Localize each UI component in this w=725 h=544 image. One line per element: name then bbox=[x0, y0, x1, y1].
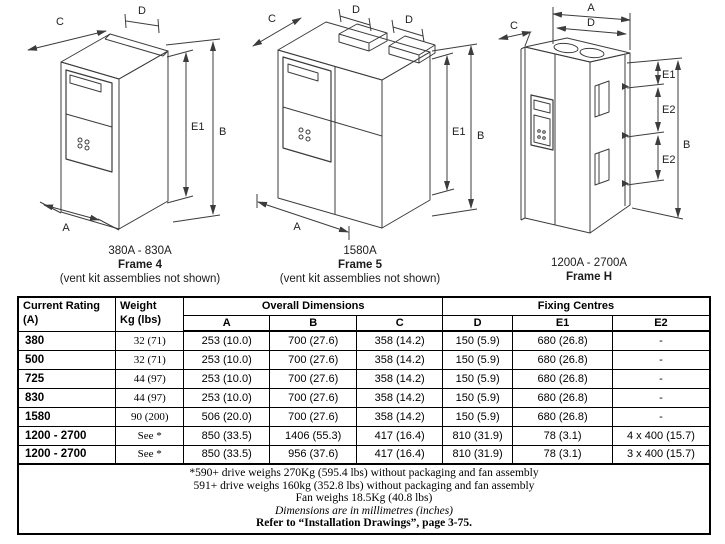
frameH-caption bbox=[479, 256, 699, 284]
dim-line-C bbox=[253, 18, 301, 46]
header-weight bbox=[116, 297, 184, 331]
cabinet-front-face bbox=[525, 47, 590, 233]
header-weight-line2: Kg (lbs) bbox=[120, 314, 161, 326]
keypad-button bbox=[78, 144, 82, 148]
dim-e2-cell: - bbox=[612, 369, 710, 388]
dim-a-cell: 253 (10.0) bbox=[184, 388, 269, 407]
dim-a-cell: 253 (10.0) bbox=[184, 350, 269, 369]
weight-cell: See * bbox=[116, 445, 184, 464]
dim-a-cell: 850 (33.5) bbox=[184, 426, 269, 445]
dim-line-C bbox=[28, 31, 106, 50]
table-row bbox=[18, 426, 710, 445]
display-slot bbox=[70, 75, 101, 92]
rating-cell: 1580 bbox=[18, 407, 116, 426]
table-row bbox=[18, 388, 710, 407]
header-col-A: A bbox=[184, 315, 269, 331]
dim-label-A: A bbox=[293, 221, 301, 233]
keypad-button bbox=[85, 140, 89, 144]
dim-c-cell: 358 (14.2) bbox=[357, 407, 442, 426]
dim-label-C: C bbox=[268, 13, 276, 25]
frame4-note-label: (vent kit assemblies not shown) bbox=[59, 273, 221, 285]
dim-b-cell: 700 (27.6) bbox=[269, 331, 357, 350]
dim-line-C bbox=[499, 32, 531, 39]
dimensions-table bbox=[17, 296, 711, 535]
keypad-button bbox=[299, 135, 303, 139]
dim-line-D bbox=[126, 21, 159, 26]
frame5-range-label: 1580A bbox=[343, 245, 377, 257]
footnote-line-2: 591+ drive weighs 160kg (352.8 lbs) without packaging and fan assembly bbox=[193, 479, 535, 492]
dim-label-A: A bbox=[587, 2, 595, 14]
dim-label-C: C bbox=[56, 16, 64, 28]
ext-lines-right bbox=[627, 58, 683, 219]
footnote-row bbox=[18, 464, 710, 534]
frameH-drawing bbox=[495, 0, 725, 250]
weight-cell: 32 (71) bbox=[116, 331, 184, 350]
dim-e1-cell: 680 (26.8) bbox=[513, 407, 613, 426]
keypad-button bbox=[306, 137, 310, 141]
dim-c-cell: 358 (14.2) bbox=[357, 369, 442, 388]
frame5-dimensions bbox=[253, 9, 477, 240]
header-overall-dimensions: Overall Dimensions bbox=[184, 297, 442, 315]
dim-b-cell: 1406 (55.3) bbox=[269, 426, 357, 445]
dim-d-cell: 150 (5.9) bbox=[442, 350, 512, 369]
table-row bbox=[18, 445, 710, 464]
dim-a-cell: 506 (20.0) bbox=[184, 407, 269, 426]
fan-hole bbox=[554, 42, 579, 53]
frameH-range-label: 1200A - 2700A bbox=[550, 257, 628, 269]
header-col-E1: E1 bbox=[513, 315, 613, 331]
dim-b-cell: 700 (27.6) bbox=[269, 407, 357, 426]
dim-e1-cell: 78 (3.1) bbox=[513, 445, 613, 464]
frame5-caption bbox=[250, 244, 470, 286]
frame5-drawing bbox=[243, 2, 491, 248]
dim-c-cell: 358 (14.2) bbox=[357, 331, 442, 350]
dim-label-E2-lower: E2 bbox=[662, 154, 676, 166]
door-seam bbox=[283, 107, 331, 121]
header-current-rating-line1: Current Rating bbox=[23, 300, 100, 312]
weight-cell: 90 (200) bbox=[116, 407, 184, 426]
dim-e1-cell: 680 (26.8) bbox=[513, 388, 613, 407]
dim-e1-cell: 680 (26.8) bbox=[513, 350, 613, 369]
weight-cell: 44 (97) bbox=[116, 369, 184, 388]
frame5-name-label: Frame 5 bbox=[337, 259, 383, 271]
footnote-cell bbox=[18, 464, 710, 534]
ext-lines-E1 bbox=[167, 50, 193, 203]
rating-cell: 1200 - 2700 bbox=[18, 426, 116, 445]
dim-label-B: B bbox=[683, 139, 691, 151]
dim-label-B: B bbox=[219, 126, 227, 138]
dim-e2-cell: 3 x 400 (15.7) bbox=[612, 445, 710, 464]
display-slot bbox=[288, 64, 318, 81]
vent-box-2 bbox=[389, 36, 435, 63]
frame4-cabinet bbox=[61, 34, 168, 229]
frame4-caption bbox=[30, 244, 250, 286]
keypad-button bbox=[538, 130, 541, 133]
dim-e2-cell: - bbox=[612, 388, 710, 407]
frame4-range-label: 380A - 830A bbox=[108, 245, 172, 257]
dim-d-cell: 150 (5.9) bbox=[442, 331, 512, 350]
frame5-note-label: (vent kit assemblies not shown) bbox=[279, 273, 441, 285]
frameH-dimensions bbox=[499, 7, 683, 219]
dim-c-cell: 358 (14.2) bbox=[357, 388, 442, 407]
table-row bbox=[18, 350, 710, 369]
cabinet-front-face bbox=[61, 62, 119, 229]
dim-line-D1 bbox=[340, 16, 370, 25]
header-current-rating-line2: (A) bbox=[23, 314, 39, 326]
weight-cell: 44 (97) bbox=[116, 388, 184, 407]
dimensions-table-wrap bbox=[17, 296, 711, 535]
header-current-rating bbox=[18, 297, 116, 331]
dim-e1-cell: 680 (26.8) bbox=[513, 369, 613, 388]
left-side-edge bbox=[521, 47, 525, 220]
keypad-button bbox=[543, 137, 546, 140]
door-seam bbox=[66, 114, 112, 127]
header-col-E2: E2 bbox=[612, 315, 710, 331]
keypad-button bbox=[538, 136, 541, 139]
fan-hole bbox=[580, 47, 605, 58]
frameH-name-label: Frame H bbox=[565, 271, 613, 283]
keypad-button bbox=[85, 146, 89, 150]
table-row bbox=[18, 407, 710, 426]
header-fixing-centres: Fixing Centres bbox=[442, 297, 710, 315]
keypad-button bbox=[543, 131, 546, 134]
dim-label-A: A bbox=[62, 222, 70, 234]
dim-b-cell: 956 (37.6) bbox=[269, 445, 357, 464]
dim-e2-cell: 4 x 400 (15.7) bbox=[612, 426, 710, 445]
dim-label-E2-upper: E2 bbox=[662, 104, 676, 116]
dim-b-cell: 700 (27.6) bbox=[269, 388, 357, 407]
cabinet-right-face bbox=[590, 53, 630, 233]
dim-label-D: D bbox=[138, 5, 146, 17]
handle-lower bbox=[595, 149, 609, 185]
dim-e2-cell: - bbox=[612, 407, 710, 426]
footnote-line-1: *590+ drive weighs 270Kg (595.4 lbs) without packaging and fan assembly bbox=[189, 467, 539, 479]
dim-label-B: B bbox=[477, 130, 485, 142]
dim-line-A bbox=[44, 205, 99, 220]
rating-cell: 830 bbox=[18, 388, 116, 407]
header-row-groups bbox=[18, 297, 710, 315]
rating-cell: 725 bbox=[18, 369, 116, 388]
weight-cell: 32 (71) bbox=[116, 350, 184, 369]
header-col-B: B bbox=[269, 315, 357, 331]
rating-cell: 1200 - 2700 bbox=[18, 445, 116, 464]
dim-label-E1: E1 bbox=[452, 126, 466, 138]
header-weight-line1: Weight bbox=[120, 300, 157, 312]
ext-line-C bbox=[525, 33, 530, 46]
frame4-name-label: Frame 4 bbox=[117, 259, 163, 271]
dim-c-cell: 417 (16.4) bbox=[357, 426, 442, 445]
dim-b-cell: 700 (27.6) bbox=[269, 369, 357, 388]
dim-c-cell: 417 (16.4) bbox=[357, 445, 442, 464]
footnote-line-3: Fan weighs 18.5Kg (40.8 lbs) bbox=[295, 492, 433, 505]
dim-label-E1: E1 bbox=[662, 69, 676, 81]
display-slot bbox=[534, 100, 550, 113]
frameH-cabinet bbox=[521, 38, 630, 233]
dim-b-cell: 700 (27.6) bbox=[269, 350, 357, 369]
handle-upper bbox=[595, 81, 609, 117]
dim-e1-cell: 680 (26.8) bbox=[513, 331, 613, 350]
keypad-button bbox=[78, 138, 82, 142]
dim-a-cell: 253 (10.0) bbox=[184, 369, 269, 388]
dim-d-cell: 150 (5.9) bbox=[442, 388, 512, 407]
keypad-button bbox=[299, 128, 303, 132]
dim-d-cell: 150 (5.9) bbox=[442, 369, 512, 388]
table-row bbox=[18, 369, 710, 388]
keypad-lower bbox=[534, 115, 550, 146]
dim-c-cell: 358 (14.2) bbox=[357, 350, 442, 369]
dim-a-cell: 850 (33.5) bbox=[184, 445, 269, 464]
cabinet-right-face bbox=[119, 51, 168, 229]
dim-e2-cell: - bbox=[612, 350, 710, 369]
dim-label-E1: E1 bbox=[191, 121, 205, 133]
rating-cell: 380 bbox=[18, 331, 116, 350]
dim-label-D1: D bbox=[352, 4, 360, 16]
header-col-D: D bbox=[442, 315, 512, 331]
dim-d-cell: 150 (5.9) bbox=[442, 407, 512, 426]
frame5-cabinet bbox=[278, 22, 435, 228]
table-row bbox=[18, 331, 710, 350]
dim-label-C: C bbox=[510, 20, 518, 32]
dim-e2-cell: - bbox=[612, 331, 710, 350]
dim-d-cell: 810 (31.9) bbox=[442, 445, 512, 464]
footnote-line-5: Refer to “Installation Drawings”, page 3-75. bbox=[255, 517, 473, 530]
cabinet-front-face bbox=[278, 50, 382, 228]
header-col-C: C bbox=[357, 315, 442, 331]
dim-d-cell: 810 (31.9) bbox=[442, 426, 512, 445]
dim-a-cell: 253 (10.0) bbox=[184, 331, 269, 350]
front-seam bbox=[331, 121, 382, 136]
dim-line-D2 bbox=[393, 27, 423, 36]
top-rim bbox=[105, 34, 168, 56]
rating-cell: 500 bbox=[18, 350, 116, 369]
footnote-line-4: Dimensions are in millimetres (inches) bbox=[274, 504, 453, 517]
cabinet-right-face bbox=[382, 52, 430, 228]
ext-lines-E1 bbox=[432, 53, 454, 195]
keypad-button bbox=[306, 130, 310, 134]
dim-label-D2: D bbox=[405, 14, 413, 26]
weight-cell: See * bbox=[116, 426, 184, 445]
dim-e1-cell: 78 (3.1) bbox=[513, 426, 613, 445]
frame4-drawing bbox=[16, 2, 244, 248]
cabinet-top-face bbox=[61, 34, 168, 79]
dim-label-D: D bbox=[587, 17, 595, 29]
